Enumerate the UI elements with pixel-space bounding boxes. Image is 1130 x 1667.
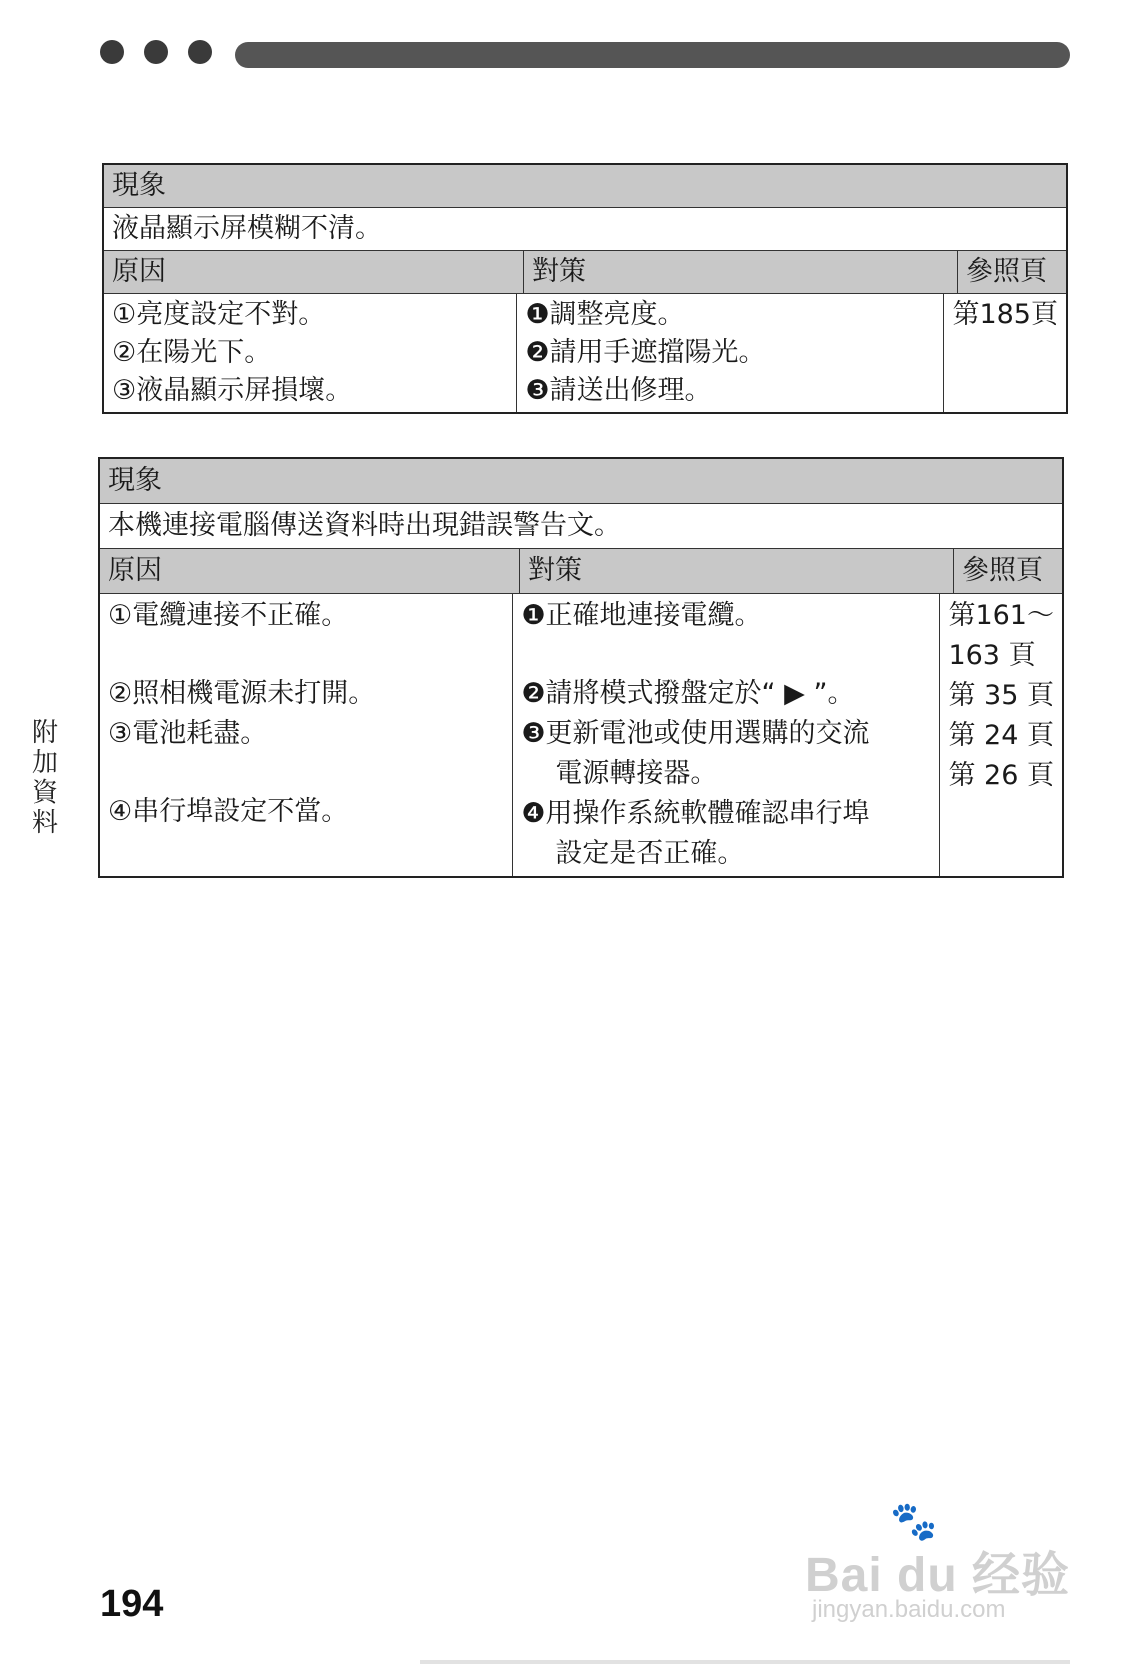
cause-item: ④串行埠設定不當。 — [108, 796, 349, 827]
phenomenon-text: 液晶顯示屏模糊不清。 — [112, 213, 382, 244]
action-item-continued: 設定是否正確。 — [555, 838, 745, 869]
header-dot — [144, 40, 168, 64]
content-row — [100, 594, 1062, 876]
troubleshooting-table-pc-connection — [98, 457, 1064, 878]
column-header-row — [100, 549, 1062, 594]
baidu-watermark — [800, 1500, 1071, 1623]
column-header-row — [104, 251, 1066, 294]
content-row — [104, 294, 1066, 412]
watermark-logo: Bai du 经验 — [805, 1549, 1071, 1602]
paw-icon: 🐾 — [890, 1501, 938, 1543]
action-cell — [517, 294, 944, 412]
action-item: ❷請將模式撥盤定於“ ▶ ”。 — [521, 678, 855, 709]
action-item: ❶調整亮度。 — [525, 299, 685, 330]
ref-header: 參照頁 — [962, 555, 1043, 586]
header-dot — [188, 40, 212, 64]
scan-edge — [420, 1660, 1070, 1664]
ref-item: 第 35 頁 — [948, 680, 1054, 711]
ref-item: 第 26 頁 — [948, 760, 1054, 791]
side-label-char: 加 — [31, 748, 58, 778]
header-dots — [100, 40, 212, 64]
action-item: ❸更新電池或使用選購的交流 — [521, 718, 870, 749]
cause-cell — [104, 294, 517, 412]
page-number: 194 — [100, 1583, 164, 1625]
action-item: ❹用操作系統軟體確認串行埠 — [521, 798, 870, 829]
cause-header: 原因 — [104, 251, 524, 293]
action-header: 對策 — [524, 251, 958, 293]
section-side-label — [28, 718, 62, 838]
ref-cell — [940, 594, 1062, 876]
cause-item: ③電池耗盡。 — [108, 718, 268, 749]
phenomenon-header: 現象 — [108, 465, 162, 496]
action-item: ❸請送出修理。 — [525, 375, 712, 406]
action-cell — [513, 594, 940, 876]
cause-item: ①電纜連接不正確。 — [108, 600, 349, 631]
action-item: ❷請用手遮擋陽光。 — [525, 337, 766, 368]
phenomenon-row — [104, 208, 1066, 251]
phenomenon-header-row — [100, 459, 1062, 504]
cause-item: ③液晶顯示屏損壞。 — [112, 375, 353, 406]
action-header: 對策 — [520, 549, 954, 593]
cause-item: ①亮度設定不對。 — [112, 299, 326, 330]
cause-header: 原因 — [100, 549, 520, 593]
ref-item: 第 24 頁 — [948, 720, 1054, 751]
action-item-continued: 電源轉接器。 — [555, 758, 718, 789]
cause-cell — [100, 594, 513, 876]
side-label-char: 料 — [31, 808, 58, 838]
watermark-url: jingyan.baidu.com — [812, 1596, 1006, 1623]
ref-item: 第161～ — [948, 600, 1054, 631]
ref-item: 第185頁 — [952, 299, 1058, 330]
header-dot — [100, 40, 124, 64]
ref-cell — [944, 294, 1066, 412]
cause-item: ②在陽光下。 — [112, 337, 272, 368]
troubleshooting-table-lcd — [102, 163, 1068, 414]
action-item: ❶正確地連接電纜。 — [521, 600, 762, 631]
phenomenon-header: 現象 — [112, 170, 166, 201]
side-label-char: 資 — [31, 778, 58, 808]
ref-header: 參照頁 — [966, 256, 1047, 287]
side-label-char: 附 — [31, 718, 58, 748]
header-bar — [235, 42, 1070, 68]
phenomenon-row — [100, 504, 1062, 549]
cause-item: ②照相機電源未打開。 — [108, 678, 376, 709]
phenomenon-text: 本機連接電腦傳送資料時出現錯誤警告文。 — [108, 510, 621, 541]
ref-item: 163 頁 — [948, 640, 1036, 671]
phenomenon-header-row — [104, 165, 1066, 208]
